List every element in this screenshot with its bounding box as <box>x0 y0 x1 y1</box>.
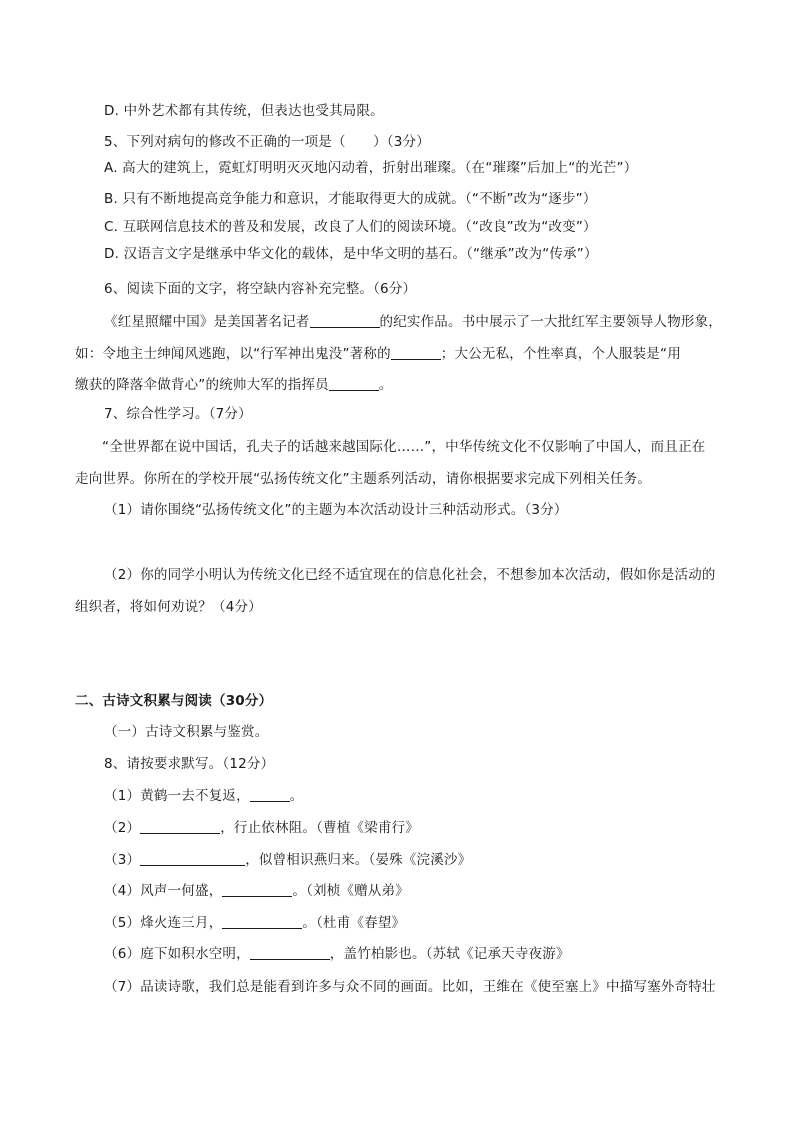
q8-text: （1）黄鹤一去不复返， <box>104 788 250 804</box>
q8-text: 。 <box>289 788 304 804</box>
q8-text: 。（杜甫《春望》 <box>302 915 406 931</box>
q5-option-b: B. 只有不断地提高竞争能力和意识，才能取得更大的成就。（“不断”改为“逐步”） <box>104 191 597 207</box>
q6-passage-line-2 <box>75 344 681 364</box>
q8-text: （5）烽火连三月， <box>104 915 223 931</box>
q8-text: ，似曾相识燕归来。（晏殊《浣溪沙》 <box>245 852 472 868</box>
answer-blank[interactable] <box>222 882 292 897</box>
answer-blank[interactable] <box>391 345 441 360</box>
q6-passage-line-1 <box>104 312 722 332</box>
answer-blank[interactable] <box>250 945 330 960</box>
q7-paragraph-line-2: 走向世界。你所在的学校开展“弘扬传统文化”主题系列活动，请你根据要求完成下列相关任务。 <box>75 471 652 487</box>
q5-option-c: C. 互联网信息技术的普及和发展，改良了人们的阅读环境。（“改良”改为“改变”） <box>104 219 597 235</box>
q6-text: ；大公无私，个性率真，个人服装是“用 <box>440 346 681 362</box>
q7-paragraph-line-1: “全世界都在说中国话，孔夫子的话越来越国际化……”，中华传统文化不仅影响了中国人，而且正在 <box>102 439 706 455</box>
q8-text: ，行止依林阻。（曹植《梁甫行》 <box>220 820 419 836</box>
q7-stem: 7、综合性学习。（7分） <box>104 406 252 422</box>
q6-text: 如：令地主士绅闻风逃跑，以“行军神出鬼没”著称的 <box>75 346 391 362</box>
answer-blank[interactable] <box>140 851 245 866</box>
q6-text: 。 <box>378 377 393 393</box>
answer-blank[interactable] <box>329 376 379 391</box>
answer-blank[interactable] <box>222 914 302 929</box>
q5-option-a: A. 高大的建筑上，霓虹灯明明灭灭地闪动着，折射出璀璨。（在“璀璨”后加上“的光芒”） <box>104 160 638 176</box>
q8-item-3 <box>104 850 471 870</box>
q6-text: 缴获的降落伞做背心”的统帅大军的指挥员 <box>75 377 329 393</box>
q8-text: （3） <box>104 852 141 868</box>
q5-option-d: D. 汉语言文字是继承中华文化的载体，是中华文明的基石。（“继承”改为“传承”） <box>104 246 598 262</box>
q8-text: （2） <box>104 820 141 836</box>
q7-subquestion-1: （1）请你围绕“弘扬传统文化”的主题为本次活动设计三种活动形式。（3分） <box>104 502 568 518</box>
q8-stem: 8、请按要求默写。（12分） <box>104 756 275 772</box>
q8-item-5 <box>104 913 405 933</box>
answer-blank[interactable] <box>250 787 290 802</box>
q8-text: 。（刘桢《赠从弟》 <box>292 883 409 899</box>
q8-item-6 <box>104 944 570 964</box>
q8-text: （6）庭下如积水空明， <box>104 946 250 962</box>
q5-stem: 5、下列对病句的修改不正确的一项是（ ）（3分） <box>104 134 430 150</box>
q6-text: 的纪实作品。书中展示了一大批红军主要领导人物形象， <box>379 314 722 330</box>
q8-text: ，盖竹柏影也。（苏轼《记承天寺夜游》 <box>329 946 570 962</box>
section-2-title: 二、古诗文积累与阅读（30分） <box>75 693 273 709</box>
q7-subquestion-2-line-1: （2）你的同学小明认为传统文化已经不适宜现在的信息化社会，不想参加本次活动，假如你是活动的 <box>104 567 716 583</box>
q8-item-7: （7）品读诗歌，我们总是能看到许多与众不同的画面。比如，王维在《使至塞上》中描写塞外奇特壮 <box>104 979 716 995</box>
q8-item-1 <box>104 786 304 806</box>
q8-item-2 <box>104 818 419 838</box>
q8-text: （4）风声一何盛， <box>104 883 223 899</box>
section-2-subtitle: （一）古诗文积累与鉴赏。 <box>104 724 269 740</box>
answer-blank[interactable] <box>310 313 380 328</box>
q7-subquestion-2-line-2: 组织者，将如何劝说？（4分） <box>75 599 262 615</box>
q6-text: 《红星照耀中国》是美国著名记者 <box>104 314 310 330</box>
q6-passage-line-3 <box>75 375 393 395</box>
q6-stem: 6、阅读下面的文字，将空缺内容补充完整。（6分） <box>104 281 417 297</box>
answer-blank[interactable] <box>140 819 220 834</box>
q8-item-4 <box>104 881 409 901</box>
q4-option-d: D. 中外艺术都有其传统，但表达也受其局限。 <box>104 103 384 119</box>
